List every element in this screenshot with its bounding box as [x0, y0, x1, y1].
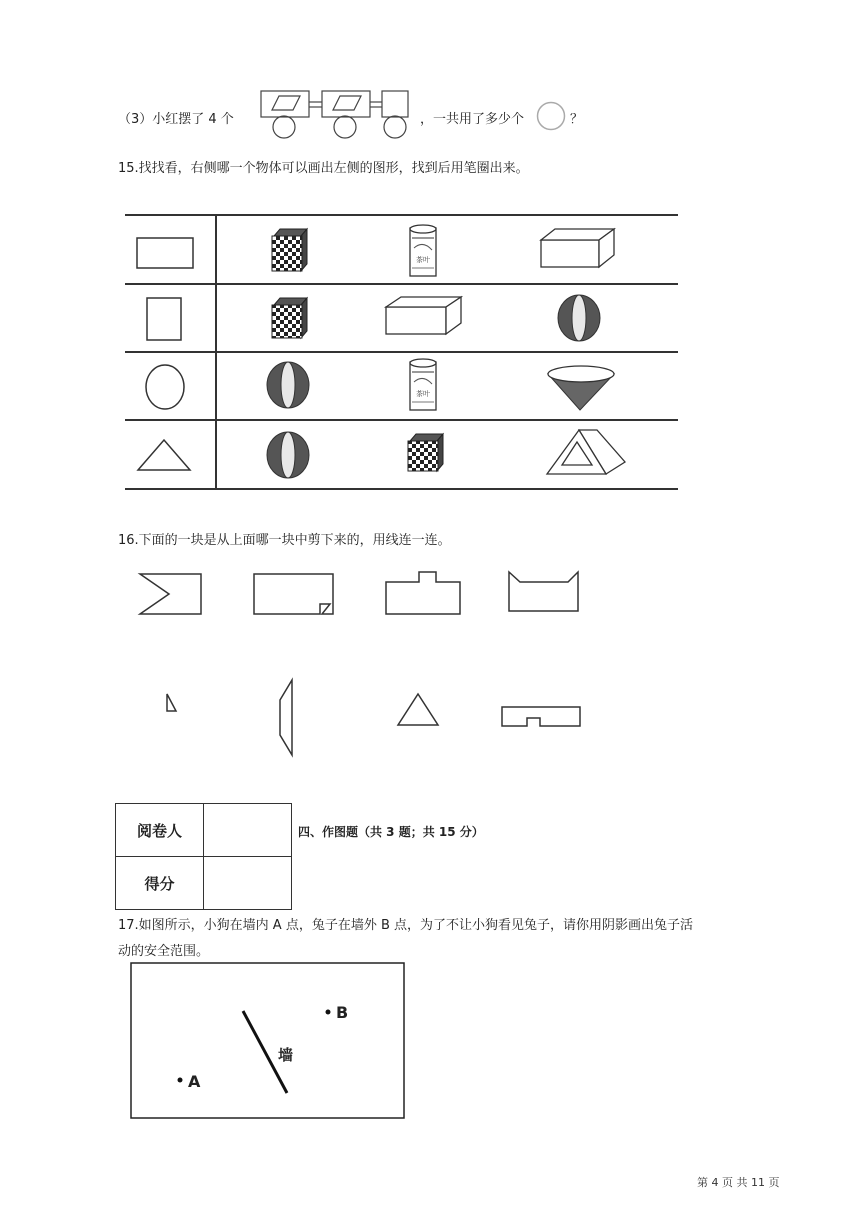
section4-title: 四、作图题（共 3 题；共 15 分） — [298, 825, 484, 839]
q14-3-prefix: （3）小红摆了 4 个 — [118, 112, 234, 127]
q14-3-middle: ，一共用了多少个 — [420, 112, 525, 127]
page-footer: 第 4 页 共 11 页 — [697, 1176, 780, 1189]
diagram-frame — [131, 963, 404, 1118]
point-b-dot — [326, 1010, 331, 1015]
point-b-label: B — [336, 1003, 349, 1022]
can-label: 茶叶 — [416, 390, 430, 398]
q16-text: 16.下面的一块是从上面哪一块中剪下来的，用线连一连。 — [118, 533, 451, 548]
point-a-label: A — [188, 1072, 201, 1091]
wall-label: 墙 — [278, 1046, 294, 1064]
grader-label: 阅卷人 — [116, 804, 204, 857]
q14-3-suffix: ？ — [570, 112, 584, 127]
score-label: 得分 — [116, 857, 204, 910]
q17-line1: 17.如图所示，小狗在墙内 A 点，兔子在墙外 B 点，为了不让小狗看见兔子，请你用阴影画出兔子活 — [118, 918, 694, 933]
q15-text: 15.找找看，右侧哪一个物体可以画出左侧的图形，找到后用笔圈出来。 — [118, 161, 529, 176]
can-label: 茶叶 — [416, 256, 430, 264]
q17-line2: 动的安全范围。 — [118, 944, 210, 959]
point-a-dot — [178, 1078, 183, 1083]
